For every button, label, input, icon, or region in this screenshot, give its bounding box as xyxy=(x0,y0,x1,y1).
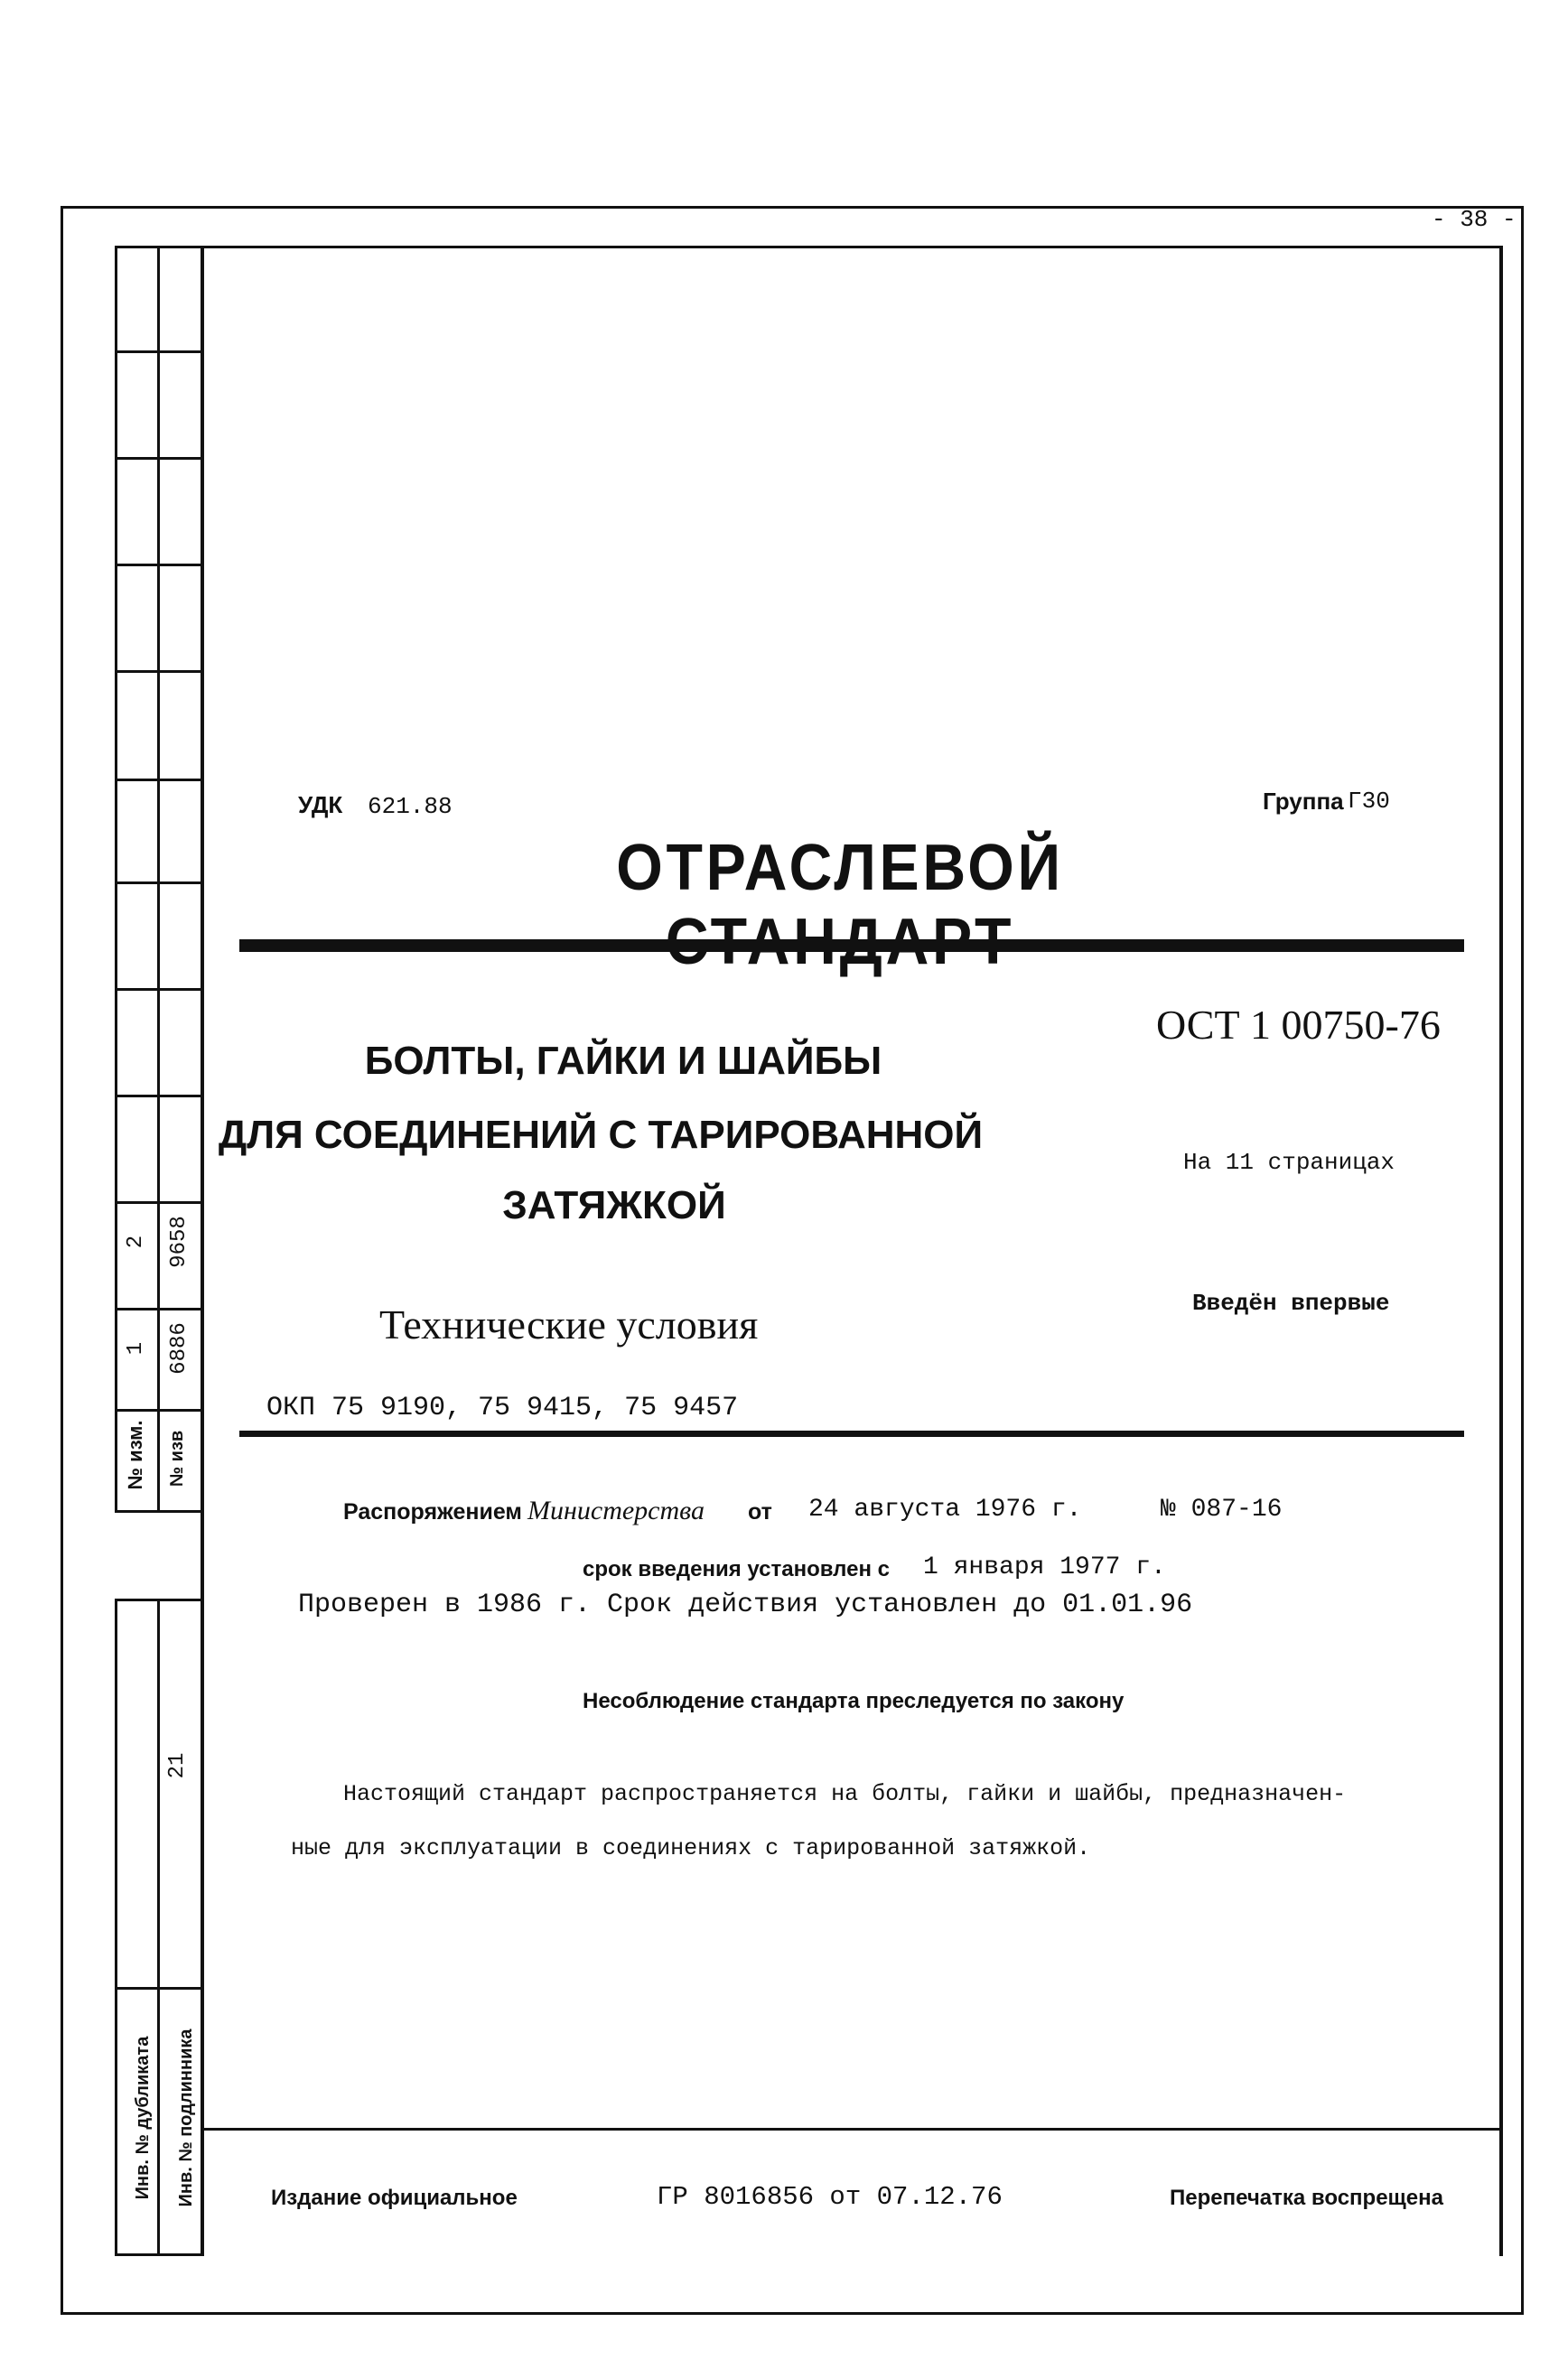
doc-number-1: 6886 xyxy=(167,1322,191,1375)
subject-line-1: БОЛТЫ, ГАЙКИ И ШАЙБЫ xyxy=(364,1039,882,1083)
footer-rule xyxy=(201,2128,1503,2131)
strip-line xyxy=(115,1510,202,1513)
order-label: Распоряжением xyxy=(343,1499,522,1525)
page-title: ОТРАСЛЕВОЙ xyxy=(616,832,1064,904)
okp-rule xyxy=(239,1431,1464,1437)
strip-line xyxy=(115,564,202,566)
strip-line xyxy=(115,881,202,884)
legal-notice: Несоблюдение стандарта преследуется по закону xyxy=(583,1689,1125,1713)
udk-value: 621.88 xyxy=(368,793,453,820)
order-number: № 087-16 xyxy=(1161,1496,1283,1524)
introduced-note: Введён впервые xyxy=(1192,1290,1390,1317)
strip-line xyxy=(115,779,202,781)
strip-line xyxy=(115,670,202,673)
registration-number: ГР 8016856 от 07.12.76 xyxy=(657,2182,1003,2212)
strip-line xyxy=(115,246,202,248)
order-ministry: Министерства xyxy=(527,1496,705,1525)
edition-note: Издание официальное xyxy=(271,2186,518,2210)
doc-number-2: 9658 xyxy=(167,1216,191,1268)
strip-line xyxy=(115,1599,117,2256)
strip-line xyxy=(115,988,202,991)
strip-line xyxy=(115,2253,202,2256)
checked-note: Проверен в 1986 г. Срок действия установлен до 01.01.96 xyxy=(298,1590,1193,1620)
title-rule xyxy=(239,939,1464,952)
strip-line xyxy=(115,1095,202,1097)
standard-number: ОСТ 1 00750-76 xyxy=(1156,1002,1441,1048)
strip-line xyxy=(115,1987,202,1990)
udk-label: УДК xyxy=(298,791,343,818)
original-inventory-label: Инв. № подлинника xyxy=(176,2029,196,2207)
subtitle: Технические условия xyxy=(379,1301,759,1348)
strip-line xyxy=(115,457,202,460)
duplicate-inventory-label: Инв. № дубликата xyxy=(133,2036,153,2200)
group-label: Группа xyxy=(1263,788,1344,815)
inner-frame xyxy=(201,246,1503,2256)
effective-date: 1 января 1977 г. xyxy=(923,1553,1166,1581)
change-number-1: 1 xyxy=(124,1341,148,1356)
order-from: от xyxy=(748,1499,772,1525)
strip-line xyxy=(115,246,117,1510)
doc-label: № изв xyxy=(167,1430,187,1488)
strip-line xyxy=(115,1599,202,1601)
okp-codes: ОКП 75 9190, 75 9415, 75 9457 xyxy=(266,1393,739,1423)
order-date: 24 августа 1976 г. xyxy=(808,1496,1082,1524)
change-number-2: 2 xyxy=(124,1235,148,1249)
effective-label: срок введения установлен с xyxy=(583,1557,890,1581)
group-value: Г30 xyxy=(1348,788,1390,815)
scope-line-2: ные для эксплуатации в соединениях с тарированной затяжкой. xyxy=(291,1835,1091,1861)
pages-note: На 11 страницах xyxy=(1183,1149,1395,1176)
strip-line xyxy=(157,246,160,1510)
scope-line-1: Настоящий стандарт распространяется на болты, гайки и шайбы, предназначен- xyxy=(343,1781,1347,1807)
page-number: - 38 - xyxy=(1432,206,1517,233)
subject-line-2: ДЛЯ СОЕДИНЕНИЙ С ТАРИРОВАННОЙ xyxy=(218,1113,984,1157)
change-label: № изм. xyxy=(124,1420,146,1490)
strip-line xyxy=(115,350,202,353)
reprint-notice: Перепечатка воспрещена xyxy=(1170,2186,1443,2210)
subject-line-3: ЗАТЯЖКОЙ xyxy=(502,1183,726,1227)
original-inventory-number: 21 xyxy=(165,1752,190,1779)
